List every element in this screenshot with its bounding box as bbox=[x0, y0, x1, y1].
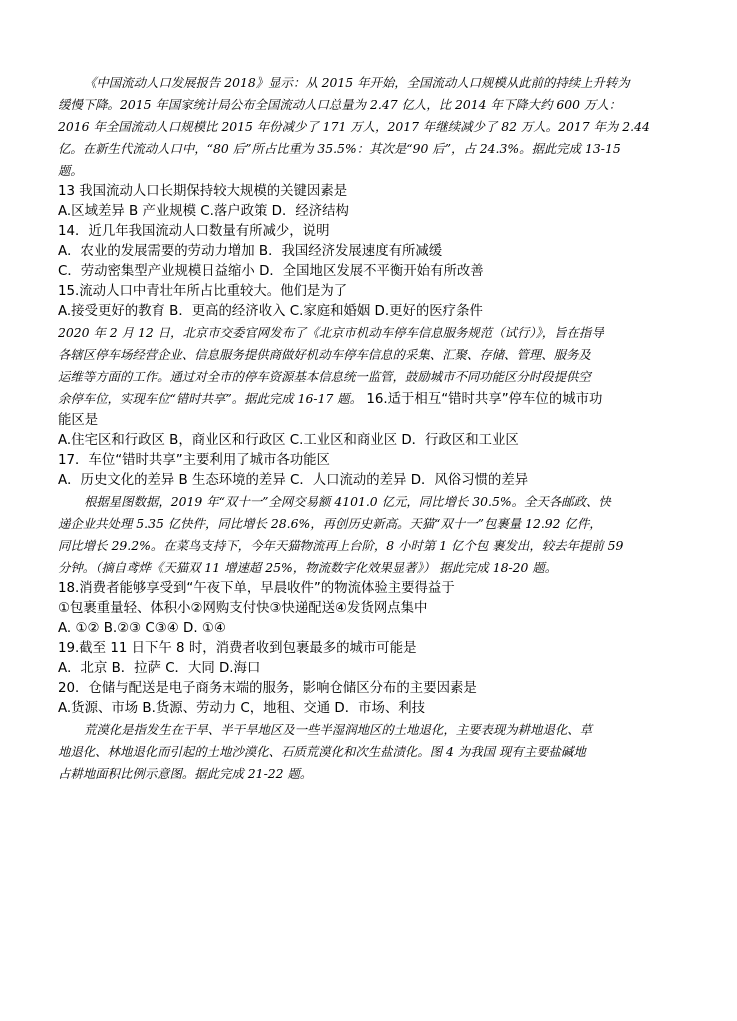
passage-line: 缓慢下降。2015 年国家统计局公布全国流动人口总量为 2.47 亿人，比 2014 年下降大约 600 万人： bbox=[58, 97, 622, 112]
question-options: A．历史文化的差异 B 生态环境的差异 C．人口流动的差异 D．风俗习惯的差异 bbox=[58, 473, 529, 488]
passage-13-15 bbox=[58, 72, 682, 182]
passage-line bbox=[58, 388, 682, 411]
passage-line: 荒漠化是指发生在干旱、半干旱地区及一些半湿润地区的土地退化，主要表现为耕地退化、草 bbox=[84, 722, 593, 737]
question-19 bbox=[58, 639, 682, 679]
question-stem: 13 我国流动人口长期保持较大规模的关键因素是 bbox=[58, 184, 348, 199]
question-options: A.住宅区和行政区 B，商业区和行政区 C.工业区和商业区 D．行政区和工业区 bbox=[58, 433, 519, 448]
question-options: A．北京 B．拉萨 C．大同 D.海口 bbox=[58, 661, 261, 676]
question-13 bbox=[58, 182, 682, 222]
question-items: ①包裹重量轻、体积小②网购支付快③快递配送④发货网点集中 bbox=[58, 601, 428, 616]
question-16 bbox=[58, 411, 682, 451]
question-17 bbox=[58, 451, 682, 491]
passage-line: 各辖区停车场经营企业、信息服务提供商做好机动车停车信息的采集、汇聚、存储、管理、服务及 bbox=[58, 347, 591, 362]
question-stem: 能区是 bbox=[58, 413, 99, 428]
question-20 bbox=[58, 679, 682, 719]
passage-line: 亿。在新生代流动人口中，“80 后”所占比重为 35.5%：其次是“90 后”，占 24.3%。据此完成 13-15 bbox=[58, 141, 621, 156]
passage-line: 占耕地面积比例示意图。据此完成 21-22 题。 bbox=[58, 766, 313, 781]
question-options: A.接受更好的教育 B．更高的经济收入 C.家庭和婚姻 D.更好的医疗条件 bbox=[58, 304, 483, 319]
passage-16-17 bbox=[58, 322, 682, 411]
passage-line: 递企业共处理 5.35 亿快件，同比增长 28.6%，再创历史新高。天猫“双十一”包裹量 12.92 亿件， bbox=[58, 516, 602, 531]
question-14 bbox=[58, 222, 682, 282]
question-16-stem: 16.适于相互“错时共享”停车位的城市功 bbox=[366, 392, 603, 407]
passage-line: 运维等方面的工作。通过对全市的停车资源基本信息统一监管，鼓励城市不同功能区分时段提供空 bbox=[58, 369, 591, 384]
exam-page bbox=[58, 72, 682, 785]
question-stem: 15.流动人口中青壮年所占比重较大。他们是为了 bbox=[58, 284, 348, 299]
question-stem: 18.消费者能够享受到“午夜下单，早晨收件”的物流体验主要得益于 bbox=[58, 581, 455, 596]
question-stem: 14．近几年我国流动人口数量有所减少，说明 bbox=[58, 224, 330, 239]
passage-line: 同比增长 29.2%。在菜鸟支持下，今年天猫物流再上台阶，8 小时第 1 亿个包 裹发出，较去年提前 59 bbox=[58, 538, 624, 553]
passage-line: 分钟。（摘自鸢烨《天猫双 11 增速超 25%，物流数字化效果显著》） 据此完成 18-20 题。 bbox=[58, 560, 558, 575]
question-18 bbox=[58, 579, 682, 639]
passage-18-20 bbox=[58, 491, 682, 579]
question-15 bbox=[58, 282, 682, 322]
question-stem: 17．车位“错时共享”主要利用了城市各功能区 bbox=[58, 453, 330, 468]
question-options: A.货源、市场 B.货源、劳动力 C，地租、交通 D．市场、利技 bbox=[58, 701, 426, 716]
passage-line: 题。 bbox=[58, 163, 83, 178]
question-options: A. ①② B.②③ C③④ D. ①④ bbox=[58, 621, 226, 636]
passage-line: 根据星图数据，2019 年“双十一”全网交易额 4101.0 亿元，同比增长 30.5%。全天各邮政、快 bbox=[84, 494, 611, 509]
passage-line: 《中国流动人口发展报告 2018》显示：从 2015 年开始，全国流动人口规模从此前的持续上升转为 bbox=[84, 75, 630, 90]
passage-line: 地退化、林地退化而引起的土地沙漠化、石质荒漠化和次生盐渍化。图 4 为我国 现有主要盐碱地 bbox=[58, 744, 586, 759]
passage-line-text: 余停车位，实现车位“错时共享”。据此完成 16-17 题。 bbox=[58, 391, 363, 406]
question-options: A．农业的发展需要的劳动力增加 B．我国经济发展速度有所减缓 bbox=[58, 244, 443, 259]
passage-line: 2016 年全国流动人口规模比 2015 年份减少了 171 万人，2017 年继续减少了 82 万人。2017 年为 2.44 bbox=[58, 119, 650, 134]
question-options: C．劳动密集型产业规模日益缩小 D．全国地区发展不平衡开始有所改善 bbox=[58, 264, 484, 279]
question-options: A.区域差异 B 产业规模 C.落户政策 D．经济结构 bbox=[58, 204, 349, 219]
passage-21-22 bbox=[58, 719, 682, 785]
question-stem: 19.截至 11 日下午 8 时，消费者收到包裹最多的城市可能是 bbox=[58, 641, 417, 656]
question-stem: 20．仓储与配送是电子商务末端的服务，影响仓储区分布的主要因素是 bbox=[58, 681, 477, 696]
passage-line: 2020 年 2 月 12 日，北京市交委官网发布了《北京市机动车停车信息服务规范（试行）》，旨在指导 bbox=[58, 325, 604, 340]
